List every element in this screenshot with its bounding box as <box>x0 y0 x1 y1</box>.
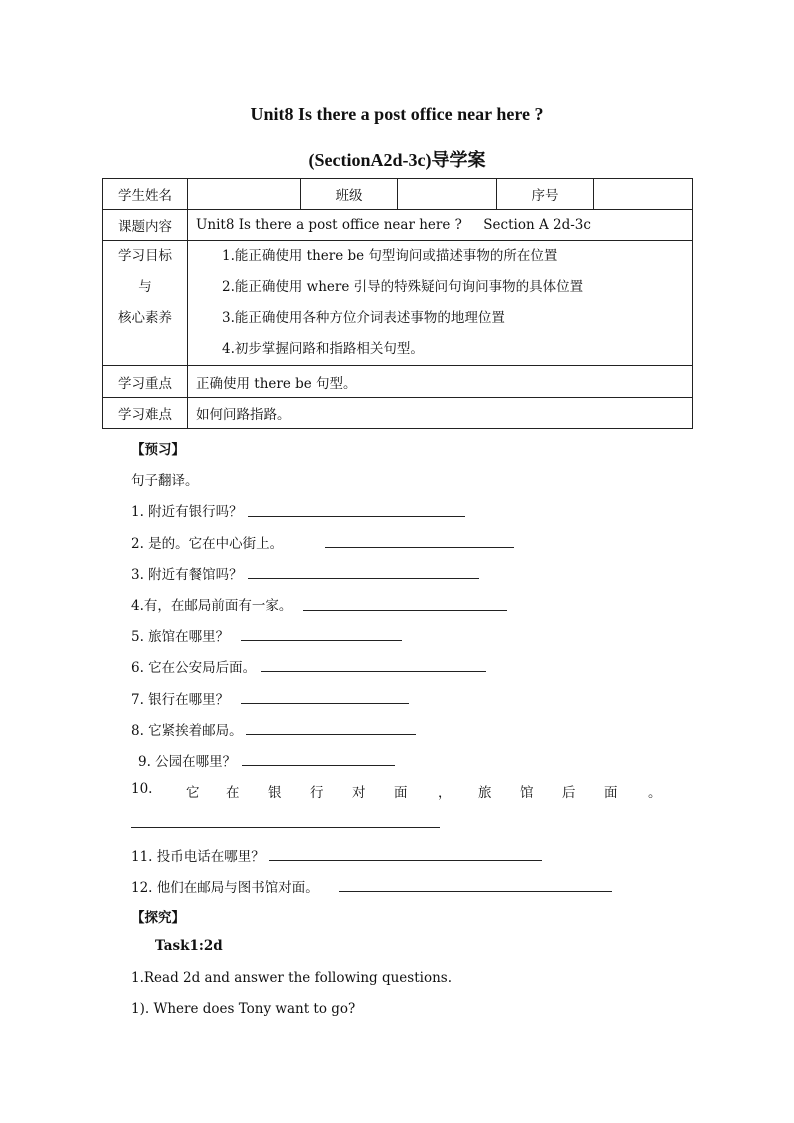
student-name-label: 学生姓名 <box>103 179 188 210</box>
sentence-char: 。 <box>648 785 662 801</box>
list-item: 1. 附近有银行吗？ <box>131 504 243 520</box>
sentence-char: 它 <box>186 785 200 801</box>
answer-blank[interactable] <box>261 671 486 672</box>
sentence-char: 后 <box>562 785 576 801</box>
answer-blank[interactable] <box>269 860 542 861</box>
preview-instruction: 句子翻译。 <box>131 473 199 489</box>
topic-value: Unit8 Is there a post office near here ? Section A 2d-3c <box>188 210 693 241</box>
list-item: 3. 附近有餐馆吗？ <box>131 567 243 583</box>
list-item: 2. 是的。它在中心街上。 <box>131 536 284 552</box>
item10-sentence <box>0 781 794 801</box>
answer-blank[interactable] <box>339 891 612 892</box>
key-label: 学习重点 <box>103 366 188 398</box>
answer-blank[interactable] <box>303 610 507 611</box>
info-table <box>102 178 693 429</box>
key-value: 正确使用 there be 句型。 <box>188 366 693 398</box>
explore-header: 【探究】 <box>131 910 185 926</box>
goals-label-line: 与 <box>138 279 152 295</box>
list-item: 8. 它紧挨着邮局。 <box>131 723 243 739</box>
answer-blank[interactable] <box>131 827 440 828</box>
list-item: 5. 旅馆在哪里？ <box>131 629 230 645</box>
list-item: 4.有，在邮局前面有一家。 <box>131 598 293 614</box>
list-item: 9. 公园在哪里？ <box>138 754 237 770</box>
preview-header: 【预习】 <box>131 442 185 458</box>
difficulty-value: 如何问路指路。 <box>188 398 693 429</box>
answer-blank[interactable] <box>246 734 416 735</box>
goals-list <box>188 241 693 366</box>
difficulty-label: 学习难点 <box>103 398 188 429</box>
task-title: Task1:2d <box>155 938 223 954</box>
class-field[interactable] <box>398 179 497 210</box>
number-field[interactable] <box>594 179 693 210</box>
student-name-field[interactable] <box>188 179 301 210</box>
goal-item: 1.能正确使用 there be 句型询问或描述事物的所在位置 <box>222 248 558 264</box>
goals-label-line: 学习目标 <box>118 248 172 264</box>
doc-title: Unit8 Is there a post office near here ? <box>250 104 544 124</box>
answer-blank[interactable] <box>242 765 395 766</box>
goal-item: 3.能正确使用各种方位介词表述事物的地理位置 <box>222 310 505 326</box>
goals-label <box>103 241 188 366</box>
sub-question: 1). Where does Tony want to go? <box>131 1001 356 1017</box>
answer-blank[interactable] <box>241 703 409 704</box>
sentence-char: 在 <box>226 785 240 801</box>
sentence-char: 面 <box>604 785 618 801</box>
sentence-char: 行 <box>310 785 324 801</box>
list-item: 7. 银行在哪里？ <box>131 692 230 708</box>
answer-blank[interactable] <box>325 547 514 548</box>
number-label: 序号 <box>497 179 594 210</box>
class-label: 班级 <box>301 179 398 210</box>
answer-blank[interactable] <box>248 578 479 579</box>
sentence-char: 旅 <box>478 785 492 801</box>
doc-subtitle: (SectionA2d-3c)导学案 <box>308 150 486 170</box>
list-item: 10. <box>131 781 153 797</box>
sentence-char: 对 <box>352 785 366 801</box>
sentence-char: ， <box>438 785 452 801</box>
goal-item: 2.能正确使用 where 引导的特殊疑问句询问事物的具体位置 <box>222 279 584 295</box>
sentence-char: 面 <box>394 785 408 801</box>
question: 1.Read 2d and answer the following questions. <box>131 970 453 986</box>
goals-label-line: 核心素养 <box>118 310 172 326</box>
list-item: 12. 他们在邮局与图书馆对面。 <box>131 880 319 896</box>
goal-item: 4.初步掌握问路和指路相关句型。 <box>222 341 424 357</box>
sentence-char: 馆 <box>520 785 534 801</box>
answer-blank[interactable] <box>241 640 402 641</box>
topic-label: 课题内容 <box>103 210 188 241</box>
sentence-char: 银 <box>268 785 282 801</box>
list-item: 6. 它在公安局后面。 <box>131 660 257 676</box>
list-item: 11. 投币电话在哪里？ <box>131 849 265 865</box>
answer-blank[interactable] <box>248 516 465 517</box>
